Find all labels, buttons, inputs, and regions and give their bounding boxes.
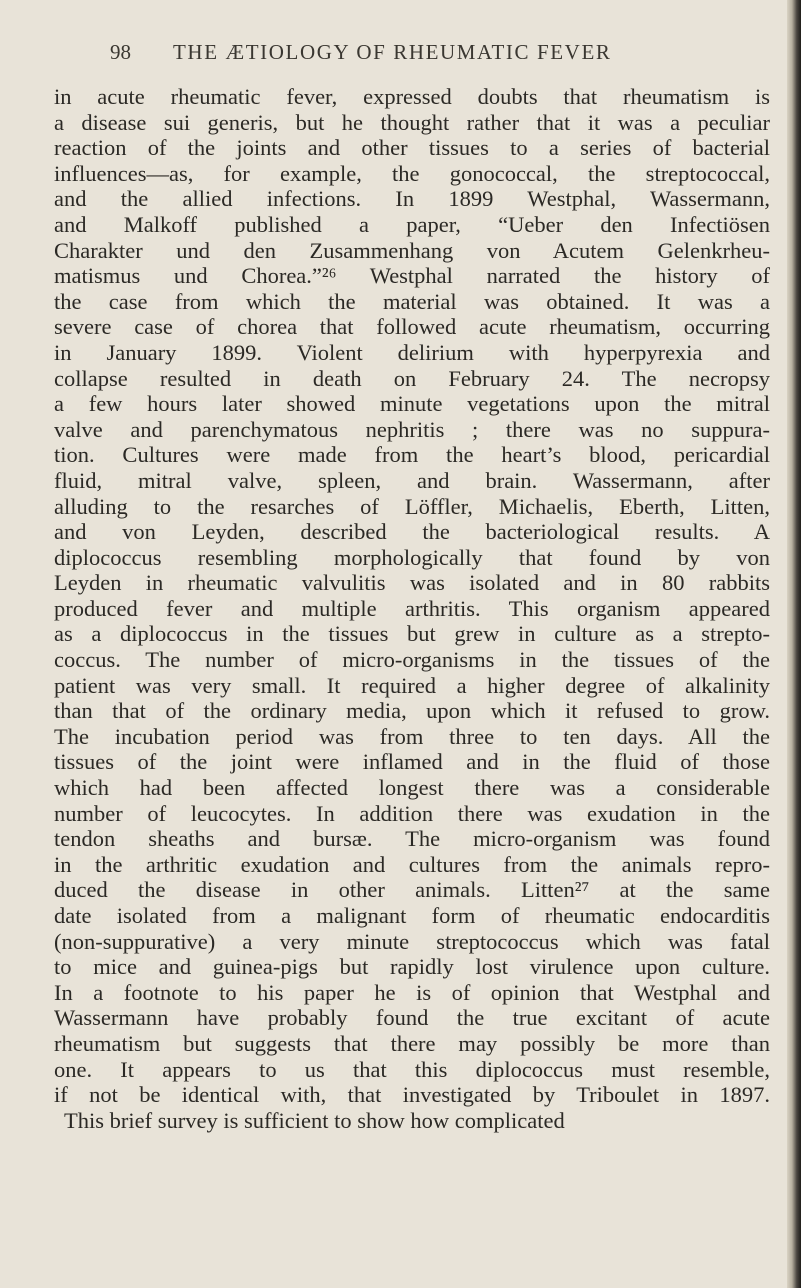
text-line: to mice and guinea-pigs but rapidly lost virulence upon culture. <box>54 954 770 980</box>
text-line: tendon sheaths and bursæ. The micro-organism was found <box>54 826 770 852</box>
text-line: a disease sui generis, but he thought rather that it was a peculiar <box>54 109 770 135</box>
text-line: tion. Cultures were made from the heart’s blood, pericardial <box>54 442 770 468</box>
text-line: severe case of chorea that followed acute rheumatism, occurring <box>54 314 770 340</box>
text-line: collapse resulted in death on February 24. The necropsy <box>54 365 770 391</box>
text-line: produced fever and multiple arthritis. This organism appeared <box>54 595 770 621</box>
text-line: and von Leyden, described the bacteriological results. A <box>54 519 770 545</box>
text-line: duced the disease in other animals. Litten²⁷ at the same <box>54 877 770 903</box>
page-header <box>110 40 750 80</box>
text-line: Charakter und den Zusammenhang von Acutem Gelenkrheu- <box>54 237 770 263</box>
text-line: In a footnote to his paper he is of opinion that Westphal and <box>54 979 770 1005</box>
text-line: patient was very small. It required a higher degree of alkalinity <box>54 672 770 698</box>
text-line: tissues of the joint were inflamed and in the fluid of those <box>54 749 770 775</box>
text-line: rheumatism but suggests that there may possibly be more than <box>54 1030 770 1056</box>
text-line: This brief survey is sufficient to show how complicated <box>64 1107 565 1133</box>
text-line: diplococcus resembling morphologically that found by von <box>54 544 770 570</box>
text-line: in the arthritic exudation and cultures from the animals repro- <box>54 851 770 877</box>
text-line: one. It appears to us that this diplococcus must resemble, <box>54 1056 770 1082</box>
text-line: (non-suppurative) a very minute streptococcus which was fatal <box>54 928 770 954</box>
text-line: date isolated from a malignant form of rheumatic endocarditis <box>54 903 770 928</box>
text-line: fluid, mitral valve, spleen, and brain. Wassermann, after <box>54 467 770 493</box>
text-line: Leyden in rheumatic valvulitis was isolated and in 80 rabbits <box>54 570 770 596</box>
page-binding-shadow <box>787 0 801 1288</box>
text-line: which had been affected longest there was a considerable <box>54 775 770 801</box>
text-line: as a diplococcus in the tissues but grew in culture as a strepto- <box>54 621 770 647</box>
text-line: The incubation period was from three to ten days. All the <box>54 723 770 749</box>
text-line: a few hours later showed minute vegetations upon the mitral <box>54 391 770 417</box>
text-line: and Malkoff published a paper, “Ueber den Infectiösen <box>54 211 770 237</box>
text-line: if not be identical with, that investigated by Triboulet in 1897. <box>54 1082 770 1108</box>
running-title: THE ÆTIOLOGY OF RHEUMATIC FEVER <box>173 40 612 64</box>
text-line: matismus und Chorea.”²⁶ Westphal narrated the history of <box>54 263 770 289</box>
text-line: number of leucocytes. In addition there was exudation in the <box>54 800 770 826</box>
text-line: the case from which the material was obtained. It was a <box>54 288 770 314</box>
text-line: Wassermann have probably found the true excitant of acute <box>54 1005 770 1031</box>
text-line: in January 1899. Violent delirium with hyperpyrexia and <box>54 339 770 365</box>
body-paragraph <box>54 84 770 1133</box>
text-line: than that of the ordinary media, upon which it refused to grow. <box>54 698 770 724</box>
text-line: alluding to the resarches of Löffler, Michaelis, Eberth, Litten, <box>54 493 770 519</box>
text-line: valve and parenchymatous nephritis ; there was no suppura- <box>54 416 770 442</box>
text-line: in acute rheumatic fever, expressed doubts that rheumatism is <box>54 84 770 109</box>
text-line: and the allied infections. In 1899 Westphal, Wassermann, <box>54 186 770 212</box>
text-line: coccus. The number of micro-organisms in the tissues of the <box>54 647 770 673</box>
page-number: 98 <box>110 40 131 64</box>
text-line: reaction of the joints and other tissues to a series of bacterial <box>54 135 770 161</box>
text-line: influences—as, for example, the gonococcal, the streptococcal, <box>54 160 770 186</box>
